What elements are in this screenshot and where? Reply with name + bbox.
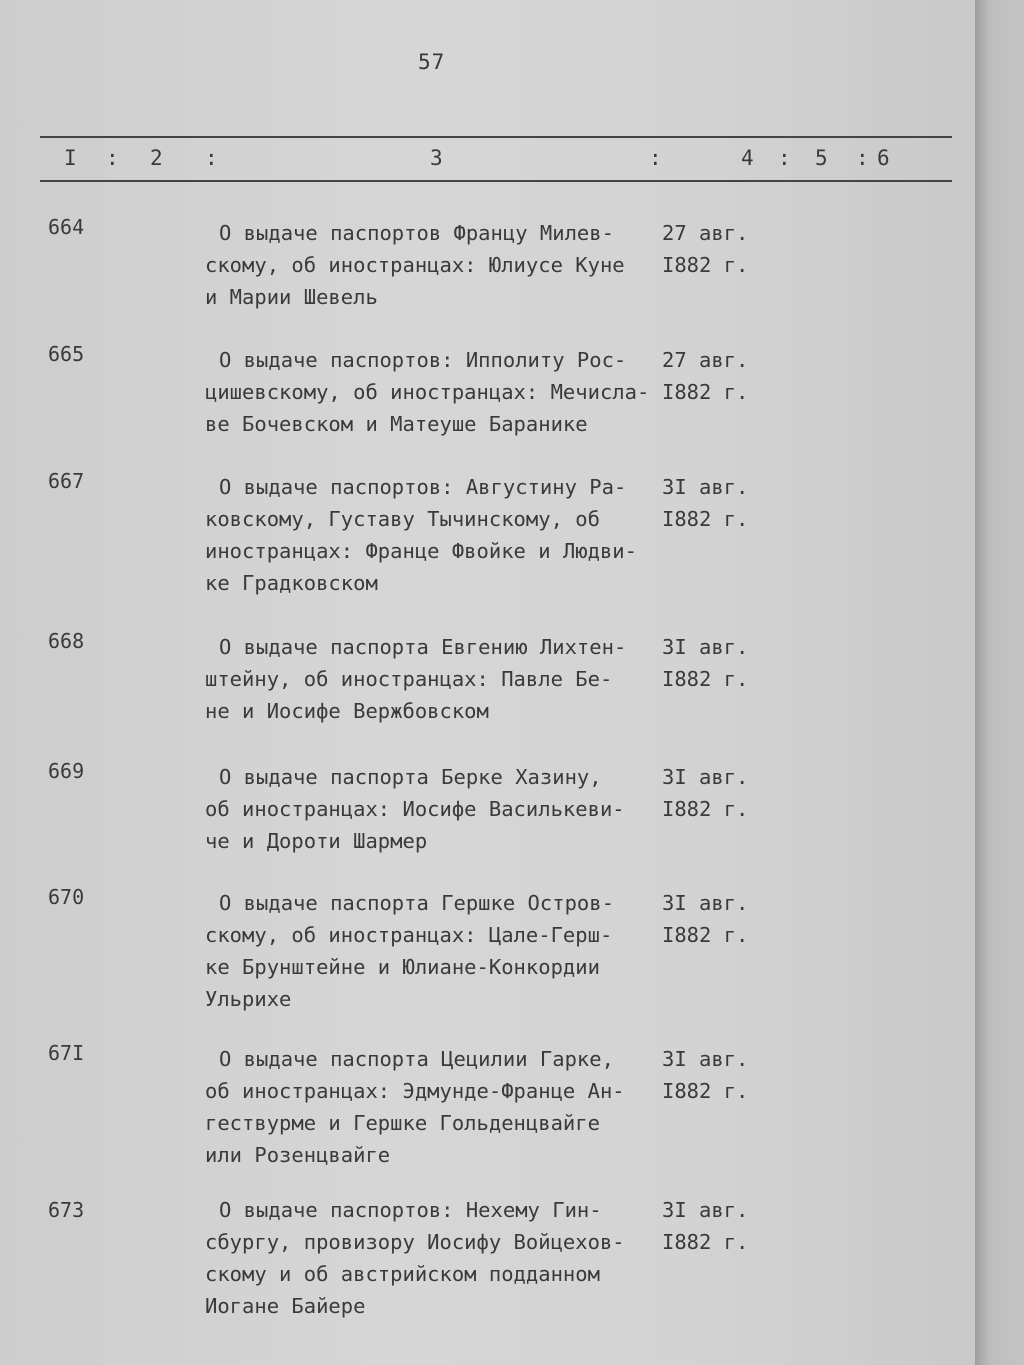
page-edge-shadow — [975, 0, 1024, 1365]
entry-number: 670 — [48, 885, 85, 909]
entry-text-line: О выдаче паспортов: Ипполиту Рос- — [219, 348, 627, 372]
entry-text-line: О выдаче паспортов: Нехему Гин- — [219, 1198, 602, 1222]
column-separator: : — [205, 146, 218, 170]
column-header-1: I — [64, 146, 77, 170]
entry-number: 665 — [48, 342, 85, 366]
header-bottom-rule — [40, 180, 952, 182]
entry-date-day: 3I авг. — [662, 891, 749, 915]
column-header-3: 3 — [430, 146, 443, 170]
entry-date-day: 3I авг. — [662, 1047, 749, 1071]
entry-text-line: и Марии Шевель — [205, 285, 378, 309]
entry-text-line: скому, об иностранцах: Цале-Герш- — [205, 923, 613, 947]
entry-date-day: 3I авг. — [662, 765, 749, 789]
page-number: 57 — [418, 50, 446, 74]
entry-text-line: О выдаче паспортов Францу Милев- — [219, 221, 614, 245]
entry-date-day: 27 авг. — [662, 221, 749, 245]
entry-date-day: 3I авг. — [662, 1198, 749, 1222]
entry-date-year: I882 г. — [662, 253, 749, 277]
entry-text-line: иностранцах: Франце Фвойке и Людви- — [205, 539, 637, 563]
column-header-6: 6 — [877, 146, 890, 170]
entry-text-line: скому, об иностранцах: Юлиусе Куне — [205, 253, 625, 277]
column-header-5: 5 — [815, 146, 828, 170]
entry-text-line: Иогане Байере — [205, 1294, 366, 1318]
entry-date-year: I882 г. — [662, 1230, 749, 1254]
entry-date-year: I882 г. — [662, 797, 749, 821]
entry-date-year: I882 г. — [662, 1079, 749, 1103]
entry-text-line: не и Иосифе Вержбовском — [205, 699, 489, 723]
entry-number: 669 — [48, 759, 85, 783]
entry-text-line: О выдаче паспортов: Августину Ра- — [219, 475, 627, 499]
column-separator: : — [649, 146, 662, 170]
entry-text-line: О выдаче паспорта Берке Хазину, — [219, 765, 602, 789]
entry-number: 673 — [48, 1198, 85, 1222]
column-header-4: 4 — [741, 146, 754, 170]
entry-date-day: 3I авг. — [662, 475, 749, 499]
entry-text-line: об иностранцах: Иосифе Василькеви- — [205, 797, 625, 821]
entry-text-line: ве Бочевском и Матеуше Баранике — [205, 412, 588, 436]
entry-text-line: или Розенцвайге — [205, 1143, 391, 1167]
entry-number: 67I — [48, 1041, 85, 1065]
entry-number: 667 — [48, 469, 85, 493]
entry-text-line: об иностранцах: Эдмунде-Франце Ан- — [205, 1079, 625, 1103]
entry-text-line: Ульрихе — [205, 987, 292, 1011]
entry-text-line: сбургу, провизору Иосифу Войцехов- — [205, 1230, 625, 1254]
column-separator: : — [856, 146, 869, 170]
entry-number: 668 — [48, 629, 85, 653]
header-top-rule — [40, 136, 952, 138]
entry-text-line: ковскому, Густаву Тычинскому, об — [205, 507, 600, 531]
entry-text-line: штейну, об иностранцах: Павле Бе- — [205, 667, 613, 691]
entry-date-year: I882 г. — [662, 507, 749, 531]
entry-text-line: ке Брунштейне и Юлиане-Конкордии — [205, 955, 600, 979]
entry-date-year: I882 г. — [662, 380, 749, 404]
entry-text-line: О выдаче паспорта Евгению Лихтен- — [219, 635, 627, 659]
entry-text-line: скому и об австрийском подданном — [205, 1262, 600, 1286]
entry-text-line: О выдаче паспорта Гершке Остров- — [219, 891, 614, 915]
column-separator: : — [106, 146, 119, 170]
entry-text-line: ке Градковском — [205, 571, 378, 595]
entry-date-day: 27 авг. — [662, 348, 749, 372]
entry-date-year: I882 г. — [662, 923, 749, 947]
entry-date-day: 3I авг. — [662, 635, 749, 659]
column-separator: : — [778, 146, 791, 170]
column-header-2: 2 — [150, 146, 163, 170]
entry-text-line: цишевскому, об иностранцах: Мечисла- — [205, 380, 650, 404]
entry-number: 664 — [48, 215, 85, 239]
entry-date-year: I882 г. — [662, 667, 749, 691]
entry-text-line: гествурме и Гершке Гольденцвайге — [205, 1111, 600, 1135]
entry-text-line: че и Дороти Шармер — [205, 829, 428, 853]
entry-text-line: О выдаче паспорта Цецилии Гарке, — [219, 1047, 614, 1071]
